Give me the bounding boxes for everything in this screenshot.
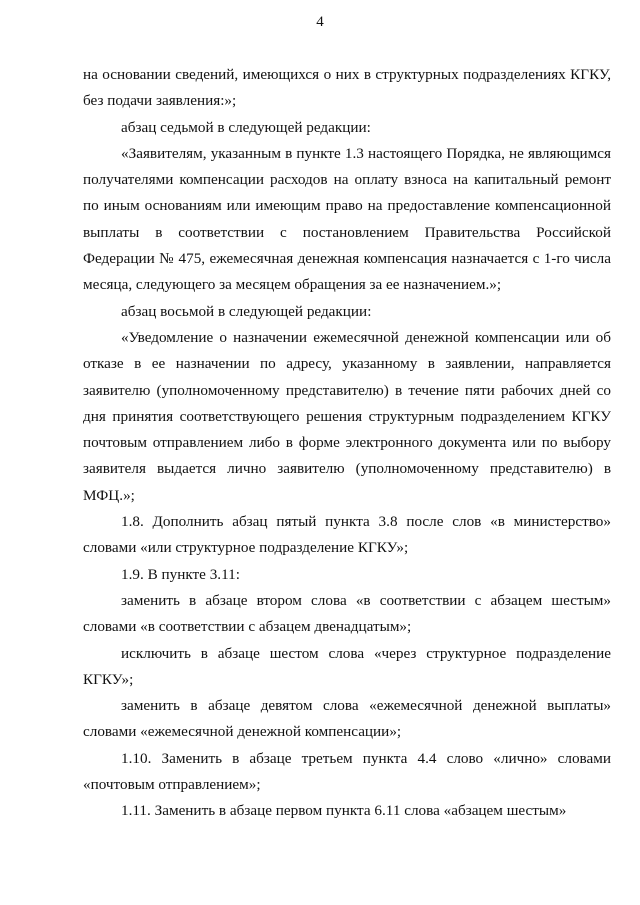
page-number: 4 xyxy=(316,14,324,30)
paragraph-abzac-vosmoy-heading: абзац восьмой в следующей редакции: xyxy=(121,302,372,320)
paragraph-abzac-vosmoy-text: «Уведомление о назначении ежемесячной денежной компенсации или об отказе в ее назначении по адресу, указанному в заявлении, направляется заявителю (уполномоченному представителю) в течение пяти рабочих дней со дня принятия соответствующего решения структурным подразделением КГКУ почтовым отправлением либо в форме электронного документа или по выбору заявителя выдается лично заявителю (уполномоченному представителю) в МФЦ.»; xyxy=(83,328,611,504)
paragraph-item-1-9-sub-3: заменить в абзаце девятом слова «ежемесячной денежной выплаты» словами «ежемесячной денежной компенсации»; xyxy=(83,697,611,741)
paragraph-abzac-sedmoy-heading: абзац седьмой в следующей редакции: xyxy=(121,118,371,136)
paragraph-continuation: на основании сведений, имеющихся о них в структурных подразделениях КГКУ, без подачи заявления:»; xyxy=(83,66,611,110)
paragraph-item-1-9-sub-2: исключить в абзаце шестом слова «через структурное подразделение КГКУ»; xyxy=(83,644,611,688)
paragraph-item-1-9-sub-1: заменить в абзаце втором слова «в соответствии с абзацем шестым» словами «в соответствии с абзацем двенадцатым»; xyxy=(83,591,611,636)
paragraph-item-1-9: 1.9. В пункте 3.11: xyxy=(121,565,240,583)
paragraph-item-1-11: 1.11. Заменить в абзаце первом пункта 6.11 слова «абзацем шестым» xyxy=(121,802,567,820)
paragraph-item-1-8: 1.8. Дополнить абзац пятый пункта 3.8 после слов «в министерство» словами «или структурное подразделение КГКУ»; xyxy=(83,513,611,557)
paragraph-abzac-sedmoy-text: «Заявителям, указанным в пункте 1.3 настоящего Порядка, не являющимся получателями компенсации расходов на оплату взноса на капитальный ремонт по иным основаниям или имеющим право на предоставление компенсационной выплаты в соответствии с постановлением Правительства Российской Федерации № 475, ежемесячная денежная компенсация назначается с 1-го числа месяца, следующего за месяцем обращения за ее назначением.»; xyxy=(83,144,611,294)
paragraph-item-1-10: 1.10. Заменить в абзаце третьем пункта 4.4 слово «лично» словами «почтовым отправлением»; xyxy=(83,749,611,794)
document-body xyxy=(83,62,611,825)
